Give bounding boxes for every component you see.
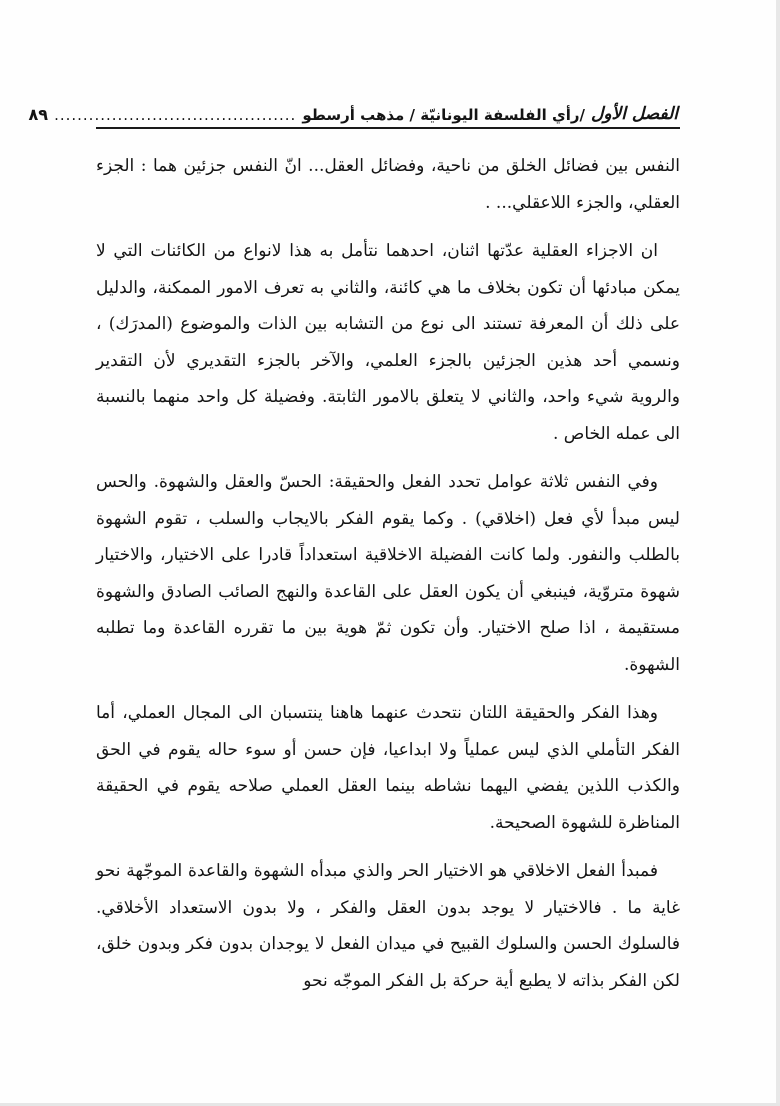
paragraph: ان الاجزاء العقلية عدّتها اثنان، احدهما نتأمل به هذا لانواع من الكائنات التي لا يمكن مبادئها أن تكون بخلاف ما هي كائنة، والثاني به تعرف الامور الممكنة، والدليل على ذلك أن المعرفة تستند الى نوع من التشابه بين الذات والموضوع (المدرَك) ، ونسمي أحد هذين الجزئين بالجزء العلمي، والآخر بالجزء التقديري لأن التقدير والروية شيء واحد، والثاني لا يتعلق بالامور الثابتة. وفضيلة كل واحد منهما بالنسبة الى عمله الخاص .	[96, 241, 680, 444]
body-text	[96, 148, 680, 999]
paragraph: وفي النفس ثلاثة عوامل تحدد الفعل والحقيقة: الحسّ والعقل والشهوة. والحس ليس مبدأ لأي فعل (اخلاقي) . وكما يقوم الفكر بالايجاب والسلب ، تقوم الشهوة بالطلب والنفور. ولما كانت الفضيلة الاخلاقية استعداداً قادرا على الاختيار، والاختيار شهوة متروّية، فينبغي أن يكون العقل على القاعدة والنهج الصائب الصادق والشهوة مستقيمة ، اذا صلح الاختيار. وأن تكون ثمّ هوية بين ما تقرره القاعدة وما تطلبه الشهوة.	[96, 472, 680, 675]
page-number: ٨٩	[28, 105, 49, 124]
paragraph: فمبدأ الفعل الاخلاقي هو الاختيار الحر والذي مبدأه الشهوة والقاعدة الموجّهة نحو غاية ما . فالاختيار لا يوجد بدون العقل والفكر ، ولا بدون الاستعداد الأخلاقي. فالسلوك الحسن والسلوك القبيح في ميدان الفعل لا يوجدان بدون فكر وبدون خلق، لكن الفكر بذاته لا يطبع أية حركة بل الفكر الموجّه نحو	[96, 861, 680, 991]
paragraph: النفس بين فضائل الخلق من ناحية، وفضائل العقل... انّ النفس جزئين هما : الجزء العقلي، والجزء اللاعقلي... .	[96, 156, 680, 213]
header-leader-dots: ..........................................	[54, 106, 297, 124]
chapter-label: الفصل الأول	[590, 104, 678, 124]
running-header	[28, 94, 678, 124]
header-title: /رأي الفلسفة اليونانيّة / مذهب أرسطو	[302, 106, 585, 124]
header-rule	[96, 127, 680, 129]
paragraph: وهذا الفكر والحقيقة اللتان نتحدث عنهما هاهنا ينتسبان الى المجال العملي، أما الفكر التأملي الذي ليس عملياً ولا ابداعيا، فإن حسن أو سوء حاله يقوم في الحق والكذب اللذين يفضي اليهما نشاطه بينما العقل العملي صلاحه يقوم في الحقيقة المناظرة للشهوة الصحيحة.	[96, 703, 680, 833]
page-edge-right	[776, 0, 780, 1106]
